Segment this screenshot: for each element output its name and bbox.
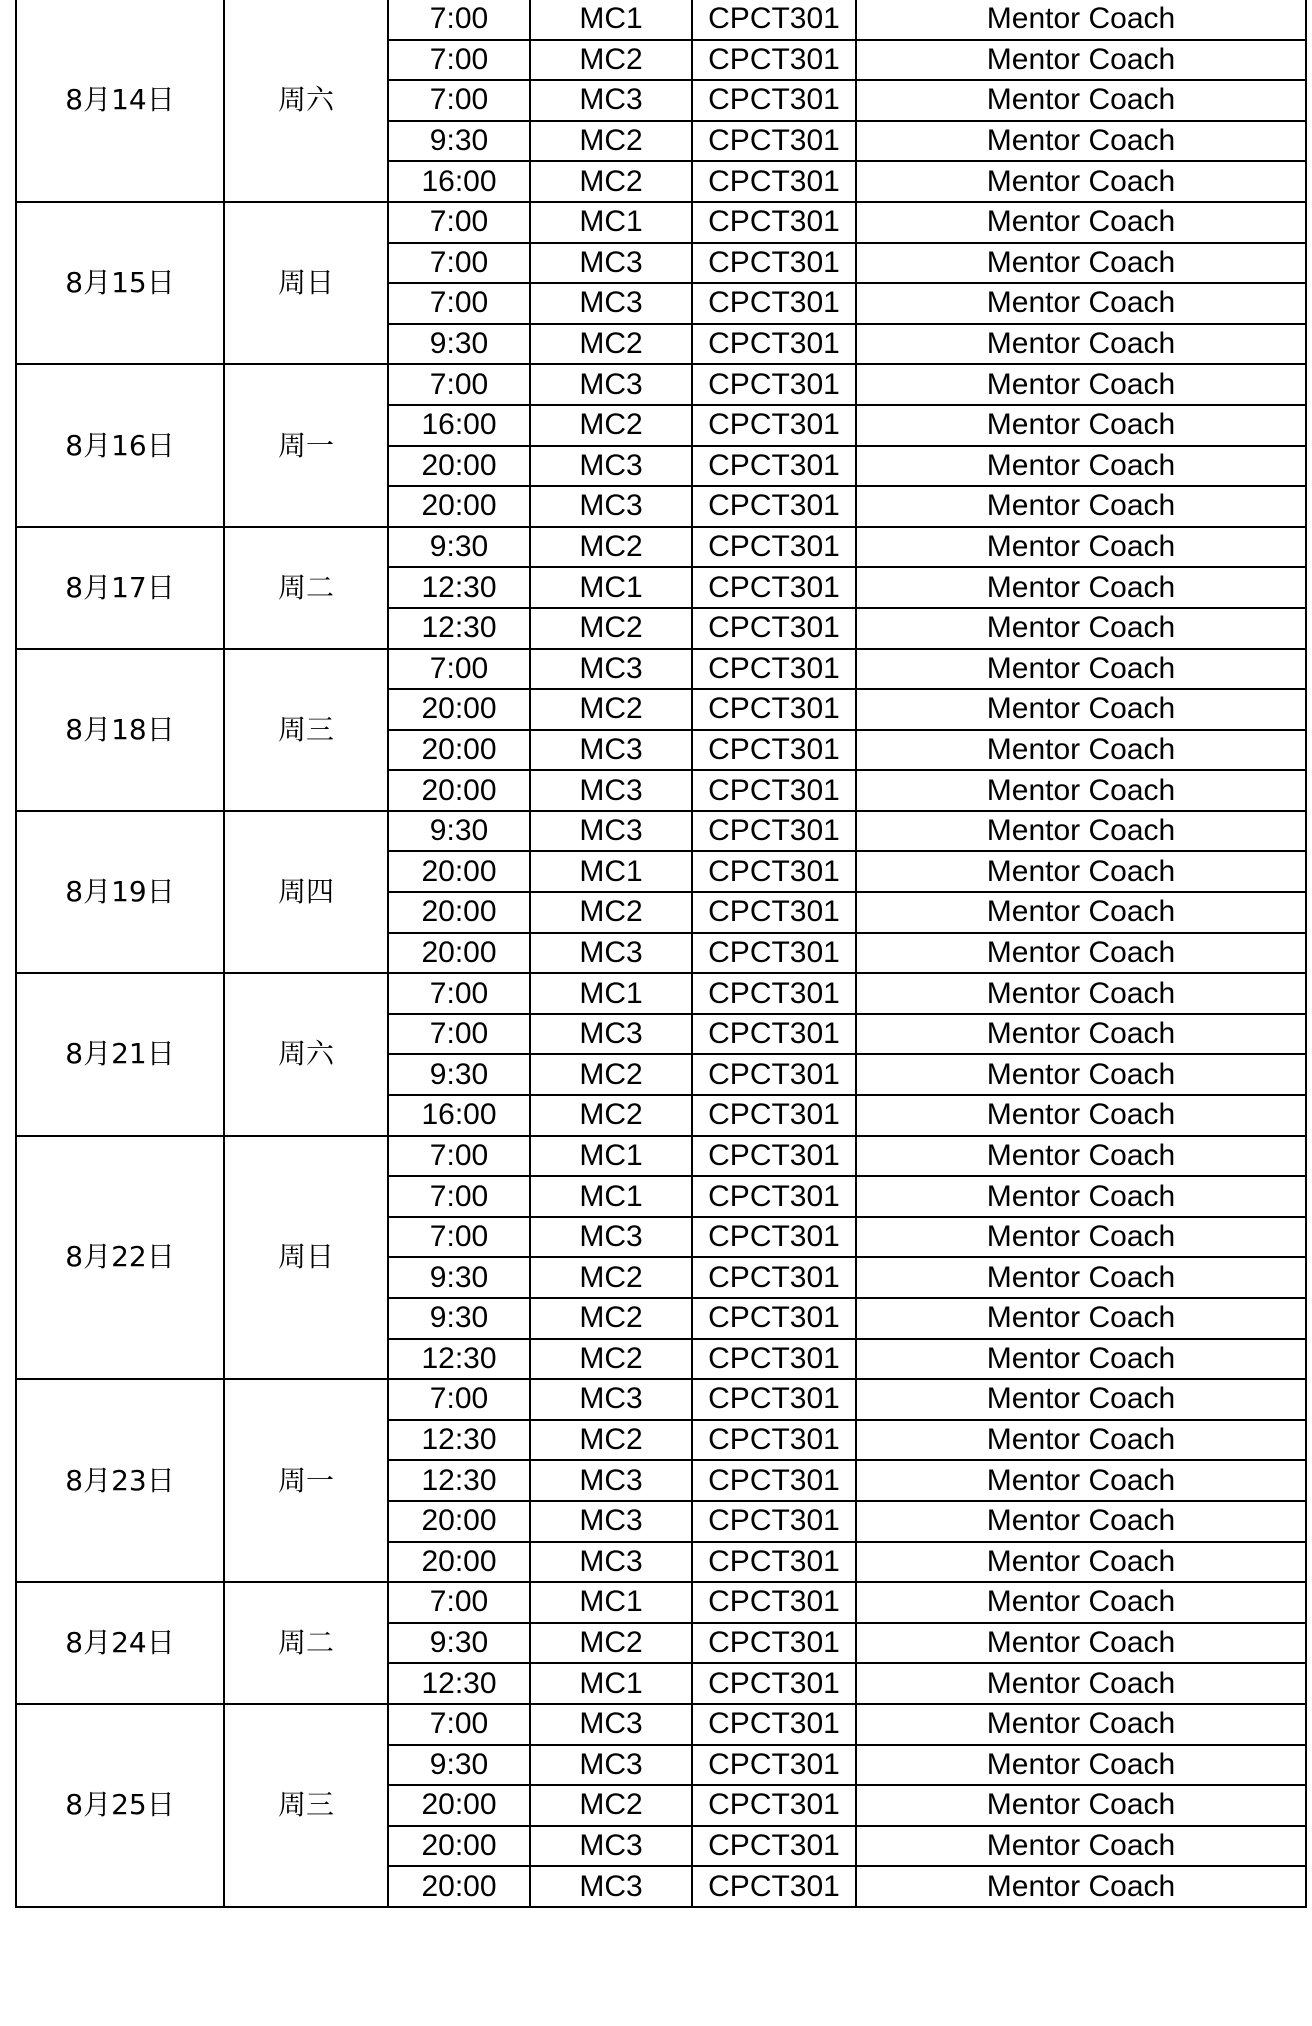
course-code-cell: CPCT301 — [692, 243, 856, 284]
session-title-cell: Mentor Coach — [856, 689, 1306, 730]
group-cell: MC2 — [530, 324, 692, 365]
date-cell: 8月15日 — [16, 202, 224, 364]
weekday-cell: 周二 — [224, 527, 388, 649]
group-cell: MC3 — [530, 1542, 692, 1583]
time-cell: 7:00 — [388, 1379, 530, 1420]
schedule-body — [16, 0, 1306, 1907]
group-cell: MC2 — [530, 527, 692, 568]
table-row — [16, 1582, 1306, 1623]
course-code-cell: CPCT301 — [692, 608, 856, 649]
course-code-cell: CPCT301 — [692, 1379, 856, 1420]
session-title-cell: Mentor Coach — [856, 973, 1306, 1014]
date-cell: 8月16日 — [16, 364, 224, 526]
session-title-cell: Mentor Coach — [856, 283, 1306, 324]
session-title-cell: Mentor Coach — [856, 80, 1306, 121]
group-cell: MC2 — [530, 608, 692, 649]
session-title-cell: Mentor Coach — [856, 811, 1306, 852]
session-title-cell: Mentor Coach — [856, 1460, 1306, 1501]
group-cell: MC2 — [530, 1298, 692, 1339]
group-cell: MC3 — [530, 1826, 692, 1867]
table-row — [16, 0, 1306, 40]
group-cell: MC2 — [530, 1257, 692, 1298]
date-cell: 8月17日 — [16, 527, 224, 649]
course-code-cell: CPCT301 — [692, 121, 856, 162]
course-code-cell: CPCT301 — [692, 80, 856, 121]
time-cell: 9:30 — [388, 1623, 530, 1664]
session-title-cell: Mentor Coach — [856, 1217, 1306, 1258]
weekday-cell: 周一 — [224, 1379, 388, 1582]
group-cell: MC3 — [530, 1379, 692, 1420]
course-code-cell: CPCT301 — [692, 973, 856, 1014]
session-title-cell: Mentor Coach — [856, 243, 1306, 284]
weekday-cell: 周三 — [224, 1704, 388, 1907]
session-title-cell: Mentor Coach — [856, 1054, 1306, 1095]
time-cell: 16:00 — [388, 1095, 530, 1136]
group-cell: MC3 — [530, 364, 692, 405]
group-cell: MC3 — [530, 243, 692, 284]
course-code-cell: CPCT301 — [692, 1866, 856, 1907]
group-cell: MC2 — [530, 40, 692, 81]
course-code-cell: CPCT301 — [692, 1054, 856, 1095]
session-title-cell: Mentor Coach — [856, 121, 1306, 162]
group-cell: MC1 — [530, 1136, 692, 1177]
time-cell: 20:00 — [388, 933, 530, 974]
session-title-cell: Mentor Coach — [856, 1095, 1306, 1136]
time-cell: 12:30 — [388, 608, 530, 649]
course-code-cell: CPCT301 — [692, 527, 856, 568]
time-cell: 20:00 — [388, 851, 530, 892]
date-cell: 8月22日 — [16, 1136, 224, 1380]
session-title-cell: Mentor Coach — [856, 527, 1306, 568]
course-code-cell: CPCT301 — [692, 1460, 856, 1501]
session-title-cell: Mentor Coach — [856, 1014, 1306, 1055]
session-title-cell: Mentor Coach — [856, 1866, 1306, 1907]
group-cell: MC3 — [530, 649, 692, 690]
group-cell: MC1 — [530, 851, 692, 892]
session-title-cell: Mentor Coach — [856, 1136, 1306, 1177]
course-code-cell: CPCT301 — [692, 405, 856, 446]
session-title-cell: Mentor Coach — [856, 1420, 1306, 1461]
table-row — [16, 1136, 1306, 1177]
course-code-cell: CPCT301 — [692, 1826, 856, 1867]
course-code-cell: CPCT301 — [692, 40, 856, 81]
course-code-cell: CPCT301 — [692, 1257, 856, 1298]
time-cell: 7:00 — [388, 973, 530, 1014]
time-cell: 20:00 — [388, 770, 530, 811]
session-title-cell: Mentor Coach — [856, 567, 1306, 608]
group-cell: MC1 — [530, 567, 692, 608]
time-cell: 9:30 — [388, 1745, 530, 1786]
session-title-cell: Mentor Coach — [856, 1663, 1306, 1704]
table-row — [16, 649, 1306, 690]
course-code-cell: CPCT301 — [692, 689, 856, 730]
time-cell: 20:00 — [388, 446, 530, 487]
time-cell: 12:30 — [388, 1339, 530, 1380]
time-cell: 9:30 — [388, 1298, 530, 1339]
group-cell: MC3 — [530, 1014, 692, 1055]
session-title-cell: Mentor Coach — [856, 770, 1306, 811]
course-code-cell: CPCT301 — [692, 1298, 856, 1339]
course-code-cell: CPCT301 — [692, 851, 856, 892]
session-title-cell: Mentor Coach — [856, 892, 1306, 933]
course-code-cell: CPCT301 — [692, 1136, 856, 1177]
group-cell: MC3 — [530, 80, 692, 121]
date-cell: 8月23日 — [16, 1379, 224, 1582]
session-title-cell: Mentor Coach — [856, 1826, 1306, 1867]
session-title-cell: Mentor Coach — [856, 1176, 1306, 1217]
group-cell: MC1 — [530, 1663, 692, 1704]
course-code-cell: CPCT301 — [692, 0, 856, 40]
time-cell: 9:30 — [388, 121, 530, 162]
session-title-cell: Mentor Coach — [856, 730, 1306, 771]
session-title-cell: Mentor Coach — [856, 1298, 1306, 1339]
session-title-cell: Mentor Coach — [856, 933, 1306, 974]
group-cell: MC2 — [530, 161, 692, 202]
session-title-cell: Mentor Coach — [856, 608, 1306, 649]
course-code-cell: CPCT301 — [692, 446, 856, 487]
session-title-cell: Mentor Coach — [856, 1501, 1306, 1542]
table-row — [16, 364, 1306, 405]
time-cell: 7:00 — [388, 364, 530, 405]
group-cell: MC2 — [530, 1785, 692, 1826]
time-cell: 20:00 — [388, 1501, 530, 1542]
date-cell: 8月21日 — [16, 973, 224, 1135]
session-title-cell: Mentor Coach — [856, 324, 1306, 365]
time-cell: 7:00 — [388, 80, 530, 121]
time-cell: 7:00 — [388, 40, 530, 81]
time-cell: 12:30 — [388, 1663, 530, 1704]
time-cell: 7:00 — [388, 1176, 530, 1217]
date-cell: 8月19日 — [16, 811, 224, 973]
course-code-cell: CPCT301 — [692, 1339, 856, 1380]
group-cell: MC2 — [530, 405, 692, 446]
group-cell: MC2 — [530, 689, 692, 730]
session-title-cell: Mentor Coach — [856, 1623, 1306, 1664]
weekday-cell: 周六 — [224, 0, 388, 202]
group-cell: MC3 — [530, 1866, 692, 1907]
time-cell: 9:30 — [388, 527, 530, 568]
time-cell: 7:00 — [388, 649, 530, 690]
time-cell: 7:00 — [388, 202, 530, 243]
course-code-cell: CPCT301 — [692, 730, 856, 771]
table-row — [16, 1704, 1306, 1745]
group-cell: MC3 — [530, 730, 692, 771]
time-cell: 9:30 — [388, 811, 530, 852]
table-row — [16, 811, 1306, 852]
course-code-cell: CPCT301 — [692, 1623, 856, 1664]
course-code-cell: CPCT301 — [692, 892, 856, 933]
course-code-cell: CPCT301 — [692, 1176, 856, 1217]
group-cell: MC2 — [530, 1339, 692, 1380]
time-cell: 9:30 — [388, 1054, 530, 1095]
date-cell: 8月25日 — [16, 1704, 224, 1907]
session-title-cell: Mentor Coach — [856, 202, 1306, 243]
group-cell: MC3 — [530, 283, 692, 324]
group-cell: MC3 — [530, 446, 692, 487]
group-cell: MC2 — [530, 892, 692, 933]
session-title-cell: Mentor Coach — [856, 405, 1306, 446]
session-title-cell: Mentor Coach — [856, 486, 1306, 527]
weekday-cell: 周二 — [224, 1582, 388, 1704]
date-cell: 8月14日 — [16, 0, 224, 202]
time-cell: 20:00 — [388, 486, 530, 527]
group-cell: MC2 — [530, 121, 692, 162]
course-code-cell: CPCT301 — [692, 1704, 856, 1745]
group-cell: MC3 — [530, 933, 692, 974]
session-title-cell: Mentor Coach — [856, 1379, 1306, 1420]
course-code-cell: CPCT301 — [692, 1217, 856, 1258]
course-code-cell: CPCT301 — [692, 324, 856, 365]
course-code-cell: CPCT301 — [692, 811, 856, 852]
course-code-cell: CPCT301 — [692, 364, 856, 405]
session-title-cell: Mentor Coach — [856, 649, 1306, 690]
course-code-cell: CPCT301 — [692, 1582, 856, 1623]
weekday-cell: 周日 — [224, 1136, 388, 1380]
course-code-cell: CPCT301 — [692, 933, 856, 974]
table-row — [16, 1379, 1306, 1420]
session-title-cell: Mentor Coach — [856, 161, 1306, 202]
course-code-cell: CPCT301 — [692, 1501, 856, 1542]
time-cell: 20:00 — [388, 1542, 530, 1583]
course-code-cell: CPCT301 — [692, 202, 856, 243]
time-cell: 16:00 — [388, 161, 530, 202]
group-cell: MC3 — [530, 1217, 692, 1258]
session-title-cell: Mentor Coach — [856, 1257, 1306, 1298]
session-title-cell: Mentor Coach — [856, 40, 1306, 81]
session-title-cell: Mentor Coach — [856, 0, 1306, 40]
time-cell: 16:00 — [388, 405, 530, 446]
course-code-cell: CPCT301 — [692, 1663, 856, 1704]
date-cell: 8月18日 — [16, 649, 224, 811]
date-cell: 8月24日 — [16, 1582, 224, 1704]
session-title-cell: Mentor Coach — [856, 1745, 1306, 1786]
time-cell: 12:30 — [388, 1460, 530, 1501]
course-code-cell: CPCT301 — [692, 161, 856, 202]
time-cell: 20:00 — [388, 1785, 530, 1826]
schedule-table — [15, 0, 1307, 1908]
session-title-cell: Mentor Coach — [856, 446, 1306, 487]
group-cell: MC2 — [530, 1054, 692, 1095]
time-cell: 7:00 — [388, 1217, 530, 1258]
group-cell: MC1 — [530, 1582, 692, 1623]
time-cell: 7:00 — [388, 0, 530, 40]
group-cell: MC1 — [530, 0, 692, 40]
time-cell: 7:00 — [388, 1014, 530, 1055]
course-code-cell: CPCT301 — [692, 283, 856, 324]
course-code-cell: CPCT301 — [692, 567, 856, 608]
weekday-cell: 周六 — [224, 973, 388, 1135]
time-cell: 20:00 — [388, 1826, 530, 1867]
weekday-cell: 周三 — [224, 649, 388, 811]
course-code-cell: CPCT301 — [692, 1785, 856, 1826]
course-code-cell: CPCT301 — [692, 1542, 856, 1583]
session-title-cell: Mentor Coach — [856, 1542, 1306, 1583]
course-code-cell: CPCT301 — [692, 486, 856, 527]
group-cell: MC3 — [530, 1745, 692, 1786]
group-cell: MC2 — [530, 1420, 692, 1461]
group-cell: MC3 — [530, 1460, 692, 1501]
session-title-cell: Mentor Coach — [856, 1704, 1306, 1745]
session-title-cell: Mentor Coach — [856, 1339, 1306, 1380]
course-code-cell: CPCT301 — [692, 1745, 856, 1786]
course-code-cell: CPCT301 — [692, 1095, 856, 1136]
course-code-cell: CPCT301 — [692, 1014, 856, 1055]
course-code-cell: CPCT301 — [692, 770, 856, 811]
session-title-cell: Mentor Coach — [856, 1785, 1306, 1826]
time-cell: 20:00 — [388, 689, 530, 730]
time-cell: 12:30 — [388, 567, 530, 608]
group-cell: MC1 — [530, 973, 692, 1014]
time-cell: 20:00 — [388, 1866, 530, 1907]
time-cell: 7:00 — [388, 1704, 530, 1745]
session-title-cell: Mentor Coach — [856, 851, 1306, 892]
weekday-cell: 周一 — [224, 364, 388, 526]
group-cell: MC1 — [530, 202, 692, 243]
group-cell: MC3 — [530, 1501, 692, 1542]
session-title-cell: Mentor Coach — [856, 1582, 1306, 1623]
time-cell: 12:30 — [388, 1420, 530, 1461]
session-title-cell: Mentor Coach — [856, 364, 1306, 405]
time-cell: 9:30 — [388, 324, 530, 365]
time-cell: 20:00 — [388, 892, 530, 933]
group-cell: MC3 — [530, 770, 692, 811]
group-cell: MC3 — [530, 1704, 692, 1745]
group-cell: MC2 — [530, 1623, 692, 1664]
group-cell: MC1 — [530, 1176, 692, 1217]
group-cell: MC3 — [530, 811, 692, 852]
weekday-cell: 周四 — [224, 811, 388, 973]
course-code-cell: CPCT301 — [692, 649, 856, 690]
time-cell: 7:00 — [388, 1582, 530, 1623]
group-cell: MC3 — [530, 486, 692, 527]
time-cell: 7:00 — [388, 283, 530, 324]
time-cell: 7:00 — [388, 243, 530, 284]
time-cell: 20:00 — [388, 730, 530, 771]
group-cell: MC2 — [530, 1095, 692, 1136]
time-cell: 7:00 — [388, 1136, 530, 1177]
table-row — [16, 527, 1306, 568]
time-cell: 9:30 — [388, 1257, 530, 1298]
weekday-cell: 周日 — [224, 202, 388, 364]
table-row — [16, 973, 1306, 1014]
table-row — [16, 202, 1306, 243]
course-code-cell: CPCT301 — [692, 1420, 856, 1461]
